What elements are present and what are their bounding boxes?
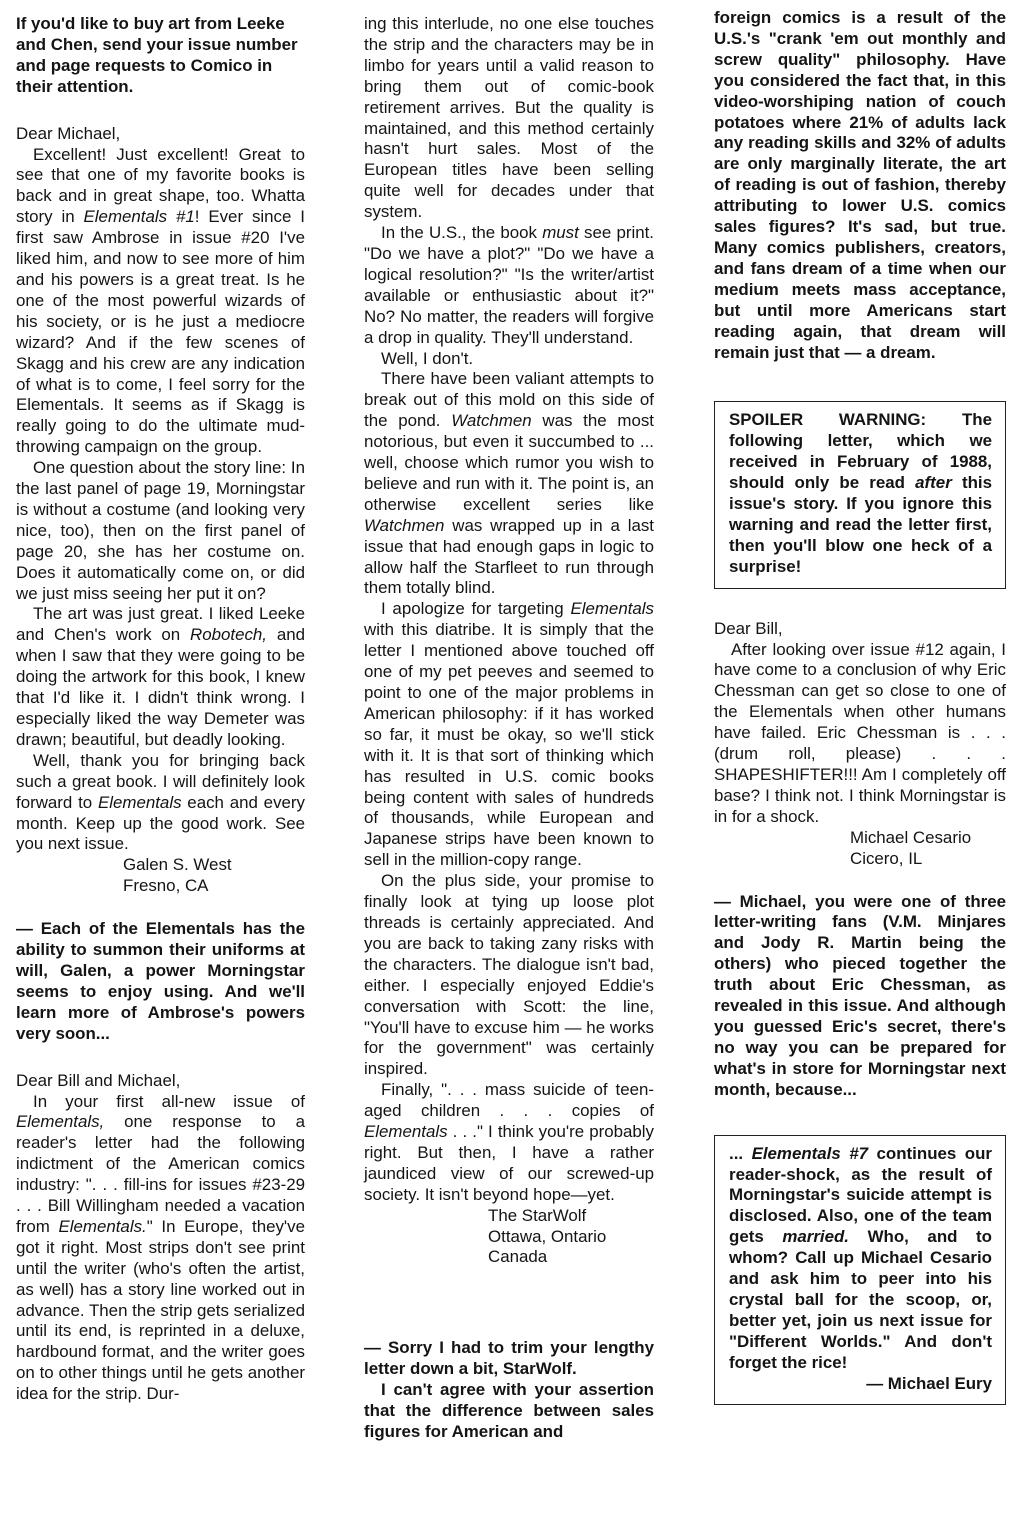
letter-salutation: Dear Michael, bbox=[16, 123, 121, 143]
letter-paragraph: The art was just great. I liked Leeke and Chen's work on Robotech, and when I saw that they were going to be doing the artwork for this book, I knew that I'd like it. I didn't think wrong. I especially liked the way Demeter was drawn; beautiful, but deadly looking. bbox=[16, 604, 306, 749]
spoiler-warning-box bbox=[714, 401, 1006, 588]
letter-paragraph: Finally, ". . . mass suicide of teen-aged children . . . copies of Elementals . . ." I think you're probably right. But then, I have a rather jaundiced view of our screwed-up society. It isn't beyond hope—yet. bbox=[364, 1080, 654, 1204]
next-issue-text: ... Elementals #7 continues our reader-shock, as the result of Morningstar's suicide attempt is disclosed. Also, one of the team gets married. Who, and to whom? Call up Michael Cesario and ask him to peer into his crystal ball for the scoop, or, better yet, join us next issue for "Different Worlds." And don't forget the rice! bbox=[729, 1143, 992, 1372]
letter-paragraph: In your first all-new issue of Elementals, one response to a reader's letter had the following indictment of the American comics industry: ". . . fill-ins for issues #23-29 . . . Bill Willingham needed a vacation from Elementals." In Europe, they've got it right. Most strips don't see print until the writer (who's often the artist, as well) has a story line worked out in advance. Then the strip gets serialized until its end, is reprinted in a deluxe, hardbound format, and the writer goes on to other things until he gets another idea for the strip. Dur- bbox=[16, 1091, 305, 1404]
editor-reply: — Michael, you were one of three letter-writing fans (V.M. Minjares and Jody R. Martin being the others) who pieced together the truth about Eric Chessman, as revealed in this issue. And although you guessed Eric's secret, there's no way you can be prepared for what's in store for Morningstar next month, because... bbox=[714, 891, 1006, 1099]
editor-reply-continued: foreign comics is a result of the U.S.'s "crank 'em out monthly and screw quality" philosophy. Have you considered the fact that, in this video-worshiping nation of couch potatoes where 21% of adults lack any reading skills and 32% of adults are only marginally literate, the art of reading is out of fashion, thereby attributing to lower U.S. comics sales figures? It's sad, but true. Many comics publishers, creators, and fans dream of a time when our medium meets mass acceptance, but until more Americans start reading again, that dream will remain just that — a dream. bbox=[714, 8, 1006, 362]
letter-galen bbox=[16, 124, 305, 898]
letter-paragraph: ing this interlude, no one else touches the strip and the characters may be in limbo for years until a valid reason to bring them out of comic-book retirement arrives. But the quality is maintained, and this method certainly hasn't hurt sales. Most of the European titles have been selling quite well for decades under that system. bbox=[364, 14, 654, 222]
letter-paragraph: There have been valiant attempts to break out of this mold on this side of the pond. Watchmen was the most notorious, but even it succumbed to ... well, choose which rumor you wish to believe and run with it. The point is, an otherwise excellent series like Watchmen was wrapped up in a last issue that had enough gaps in logic to allow half the Starfleet to run through them totally blind. bbox=[364, 369, 654, 598]
editor-reply: — Sorry I had to trim your lengthy letter down a bit, StarWolf. bbox=[364, 1338, 654, 1379]
next-issue-box bbox=[714, 1135, 1006, 1406]
letter-salutation: Dear Bill and Michael, bbox=[16, 1070, 181, 1090]
signature-place: Ottawa, Ontario bbox=[488, 1226, 607, 1246]
signature-name: Galen S. West bbox=[123, 855, 232, 875]
letter-paragraph: Excellent! Just excellent! Great to see that one of my favorite books is back and in great shape, too. Whatta story in Elementals #1! Ever since I first saw Ambrose in issue #20 I've liked him, and now to see more of him and his powers is a great treat. Is he one of the most powerful wizards of his society, or is he just a mediocre wizard? And if the few scenes of Skagg and his crew are any indication of what is to come, I feel sorry for the Elementals. It seems as if Skagg is really going to do the ultimate mud-throwing campaign on the group. bbox=[16, 144, 305, 457]
letter-paragraph: In the U.S., the book must see print. "Do we have a plot?" "Do we have a logical resolution?" "Is the writer/artist available or enthusiastic about it?" No? No matter, the readers will forgive a drop in quality. They'll understand. bbox=[364, 223, 654, 347]
letter-paragraph: After looking over issue #12 again, I have come to a conclusion of why Eric Chessman can get so close to one of the Elementals when other humans have failed. Eric Chessman is . . . (drum roll, please) . . . SHAPESHIFTER!!! Am I completely off base? I think not. I think Morningstar is in for a shock. bbox=[714, 639, 1006, 826]
editor-signature: — Michael Eury bbox=[866, 1373, 992, 1393]
editor-reply: — Each of the Elementals has the ability to summon their uniforms at will, Galen, a power Morningstar seems to enjoy using. And we'll learn more of Ambrose's powers very soon... bbox=[16, 919, 305, 1043]
letter-paragraph: On the plus side, your promise to finally look at tying up loose plot threads is certainly appreciated. And you are back to taking zany risks with the characters. The dialogue isn't bad, either. I especially enjoyed Eddie's conversation with Scott: the line, "You'll have to excuse him — he works for the government" was certainly inspired. bbox=[364, 871, 654, 1079]
signature-country: Canada bbox=[488, 1247, 548, 1267]
letter-paragraph: I apologize for targeting Elementals with this diatribe. It is simply that the letter I mentioned above touched off one of my pet peeves and seemed to point to one of the major problems in American philosophy: if it has worked so far, it must be okay, so we'll stick with it. It is that sort of thinking which has resulted in U.S. comic books being content with sales of hundreds of thousands, while European and Japanese strips have been known to sell in the million-copy range. bbox=[364, 599, 654, 870]
signature-place: Cicero, IL bbox=[850, 848, 923, 868]
letter-paragraph: One question about the story line: In the last panel of page 19, Morningstar is without a costume (and looking very nice, too), then on the first panel of page 20, she has her costume on. Does it automatically come on, or did we just miss seeing her put it on? bbox=[16, 458, 305, 603]
letter-paragraph: Well, thank you for bringing back such a great book. I will definitely look forward to Elementals each and every month. Keep up the good work. See you next issue. bbox=[16, 750, 305, 854]
signature-name: The StarWolf bbox=[488, 1205, 587, 1225]
column-left bbox=[16, 14, 305, 1405]
editor-intro: If you'd like to buy art from Leeke and Chen, send your issue number and page requests to Comico in their attention. bbox=[16, 14, 298, 96]
spoiler-warning-text: SPOILER WARNING: The following letter, which we received in February of 1988, should only be read after this issue's story. If you ignore this warning and read the letter first, then you'll blow one heck of a surprise! bbox=[729, 410, 992, 576]
letter-starwolf-start bbox=[16, 1071, 305, 1406]
column-middle bbox=[364, 14, 654, 1443]
signature-place: Fresno, CA bbox=[123, 876, 209, 896]
letter-salutation: Dear Bill, bbox=[714, 618, 783, 638]
signature-name: Michael Cesario bbox=[850, 827, 972, 847]
editor-reply-continued: I can't agree with your assertion that the difference between sales figures for American and bbox=[364, 1380, 654, 1441]
column-right bbox=[714, 8, 1006, 1405]
letter-paragraph: Well, I don't. bbox=[381, 348, 474, 368]
letter-cesario bbox=[714, 619, 1006, 870]
